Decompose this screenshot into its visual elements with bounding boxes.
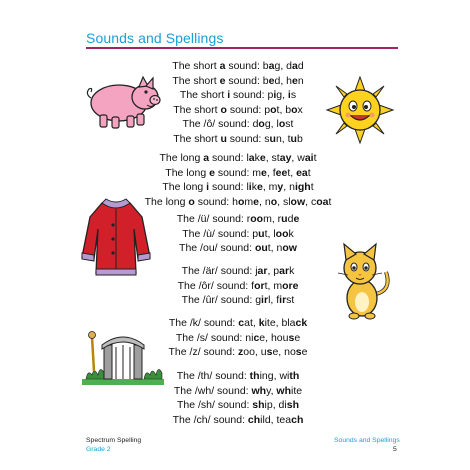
line-text: The /sh/ sound: xyxy=(176,399,253,412)
line-text: ing, wi xyxy=(259,370,290,382)
zoo-gate-illustration xyxy=(82,327,164,385)
spelling-pattern: o xyxy=(258,118,265,131)
spelling-pattern: th xyxy=(249,370,260,382)
line-text: The /th/ sound: xyxy=(176,370,250,382)
spelling-pattern: u xyxy=(290,132,297,145)
line-text: t, xyxy=(287,166,297,179)
line-text: g, xyxy=(276,89,288,102)
line-text: The /ôr/ sound: f xyxy=(177,279,255,292)
sound-line xyxy=(110,293,366,308)
line-text: The long xyxy=(144,195,189,208)
yellow-cat-illustration xyxy=(330,240,392,322)
spelling-pattern: wh xyxy=(276,384,292,397)
spelling-pattern: s xyxy=(288,331,295,344)
spelling-pattern: o xyxy=(220,103,227,116)
spelling-pattern: sh xyxy=(286,399,299,412)
line-text: The long xyxy=(165,166,210,179)
sound-line xyxy=(110,384,366,399)
spelling-pattern: e xyxy=(292,74,298,87)
line-text: b xyxy=(262,60,269,72)
spelling-pattern: a xyxy=(268,60,275,72)
line-text: x xyxy=(297,103,303,116)
line-text: sound: xyxy=(225,60,263,72)
spelling-pattern: o xyxy=(278,118,286,131)
line-text: The /ch/ sound: xyxy=(172,413,248,426)
spelling-pattern: i xyxy=(206,181,210,194)
line-text: The long xyxy=(159,152,204,164)
spelling-pattern: a xyxy=(203,152,210,164)
spelling-pattern: k xyxy=(258,317,265,329)
footer-section: Sounds and Spellings xyxy=(334,437,400,444)
spelling-pattern: u xyxy=(281,213,288,225)
spelling-pattern: o xyxy=(188,195,195,208)
footer-grade: Grade 2 xyxy=(86,446,111,453)
line-text: , st xyxy=(265,152,280,164)
spelling-pattern: ou xyxy=(254,242,268,255)
spelling-pattern: e xyxy=(256,181,263,194)
line-text: t xyxy=(307,166,311,179)
spelling-pattern: a xyxy=(219,60,226,72)
line-text: k xyxy=(251,181,257,194)
line-text: sound: l xyxy=(209,181,249,194)
spelling-pattern: u xyxy=(258,227,265,240)
spelling-pattern: a xyxy=(292,60,298,72)
line-text: , sl xyxy=(277,195,291,208)
line-text: l, f xyxy=(268,294,280,307)
line-text: , c xyxy=(305,195,317,208)
line-text: k xyxy=(289,265,295,277)
page-number: 5 xyxy=(393,446,397,453)
spelling-pattern: e xyxy=(209,166,215,179)
line-text: t xyxy=(328,195,332,208)
line-text: y, xyxy=(266,384,277,397)
spelling-pattern: i xyxy=(273,89,277,102)
line-text: The short xyxy=(172,60,220,72)
spelling-pattern: c xyxy=(238,317,245,329)
line-text: sound: p xyxy=(230,89,274,102)
line-text: e, no xyxy=(272,346,296,359)
spelling-pattern: sh xyxy=(252,399,265,412)
spelling-pattern: ore xyxy=(282,279,299,292)
spelling-pattern: ch xyxy=(247,413,261,426)
line-text: The /är/ sound: j xyxy=(181,265,258,277)
line-text: e, hou xyxy=(259,331,289,344)
spelling-pattern: y xyxy=(277,181,284,194)
line-text: The short xyxy=(172,74,220,87)
line-text: The short xyxy=(173,132,221,145)
spelling-pattern: o xyxy=(237,195,245,208)
sound-line xyxy=(110,180,366,195)
spelling-pattern: ck xyxy=(295,317,308,329)
spelling-pattern: s xyxy=(295,346,302,359)
line-text: ild, tea xyxy=(260,413,292,426)
line-text: m, r xyxy=(263,213,282,225)
line-text: ite xyxy=(291,384,303,397)
line-text: , p xyxy=(267,265,280,277)
spelling-pattern: u xyxy=(220,132,227,145)
spelling-pattern: ar xyxy=(257,265,268,277)
spelling-pattern: ee xyxy=(275,166,288,179)
spelling-pattern: e xyxy=(268,74,275,87)
spelling-pattern: igh xyxy=(294,181,311,194)
spelling-pattern: u xyxy=(269,132,276,145)
spelling-pattern: ow xyxy=(282,242,297,255)
line-text: g, l xyxy=(264,118,279,131)
page-title: Sounds and Spellings xyxy=(86,30,224,46)
spelling-pattern: e xyxy=(259,152,266,164)
spelling-pattern: o xyxy=(270,195,278,208)
spelling-pattern: s xyxy=(266,346,273,359)
red-coat-illustration xyxy=(80,195,152,277)
line-text: k xyxy=(254,152,260,164)
line-text: b xyxy=(296,132,303,145)
line-text: sound: l xyxy=(209,152,249,164)
spelling-pattern: ay xyxy=(279,152,292,164)
sound-line xyxy=(110,398,366,413)
spelling-pattern: o xyxy=(291,103,298,116)
line-text: t, n xyxy=(267,242,283,255)
spelling-pattern: ai xyxy=(304,152,314,164)
spelling-pattern: o xyxy=(270,103,277,116)
spelling-pattern: i xyxy=(227,89,231,102)
line-text: The /wh/ sound: xyxy=(173,384,252,397)
line-text: The /ou/ sound: xyxy=(179,242,255,255)
line-text: d, h xyxy=(274,74,292,87)
line-text: t xyxy=(310,181,314,194)
line-text: The short xyxy=(173,103,221,116)
title-underline xyxy=(86,47,398,49)
line-text: , n xyxy=(259,195,271,208)
line-text: t, l xyxy=(264,227,276,240)
line-text: st xyxy=(286,294,295,307)
line-text: The /s/ sound: ni xyxy=(175,331,254,344)
line-text: , w xyxy=(291,152,305,164)
pig-illustration xyxy=(83,65,163,133)
spelling-pattern: ow xyxy=(290,195,306,208)
spelling-pattern: a xyxy=(248,152,255,164)
line-text: The short xyxy=(179,89,228,102)
line-text: sound: h xyxy=(194,195,238,208)
sound-line xyxy=(110,166,366,181)
line-text: The /ù/ sound: p xyxy=(182,227,259,240)
line-text: , m xyxy=(262,181,278,194)
line-text: , f xyxy=(266,166,276,179)
spelling-pattern: oa xyxy=(316,195,329,208)
spelling-pattern: oo xyxy=(275,227,289,240)
spelling-pattern: i xyxy=(287,89,291,102)
line-text: n xyxy=(297,74,304,87)
line-text: sound: b xyxy=(225,74,269,87)
spelling-pattern: ea xyxy=(296,166,308,179)
line-text: , n xyxy=(283,181,295,194)
spelling-pattern: ir xyxy=(279,294,287,307)
line-text: The /ûr/ sound: g xyxy=(181,294,262,307)
line-text: d xyxy=(287,213,294,225)
line-text: k xyxy=(288,227,294,240)
spelling-pattern: e xyxy=(219,74,226,87)
line-text: d xyxy=(297,60,304,72)
line-text: The long xyxy=(162,181,207,194)
spelling-pattern: e xyxy=(293,213,300,225)
footer-book-title: Spectrum Spelling xyxy=(86,437,142,444)
spelling-pattern: e xyxy=(261,166,267,179)
line-text: ip, di xyxy=(264,399,287,412)
line-text: The /z/ sound: xyxy=(168,346,238,359)
line-text: sound: m xyxy=(214,166,262,179)
spelling-pattern: i xyxy=(248,181,252,194)
line-text: The /ô/ sound: d xyxy=(182,118,259,131)
line-text: st xyxy=(285,118,294,131)
spelling-pattern: z xyxy=(237,346,244,359)
line-text: e xyxy=(301,346,308,359)
sound-line xyxy=(110,279,366,294)
line-text: sound: s xyxy=(226,132,270,145)
line-text: m xyxy=(244,195,254,208)
spelling-pattern: ir xyxy=(261,294,269,307)
line-text: s xyxy=(290,89,297,102)
line-text: e xyxy=(294,331,301,344)
spelling-pattern: wh xyxy=(251,384,267,397)
line-text: oo, u xyxy=(243,346,267,359)
spelling-pattern: or xyxy=(254,279,265,292)
line-text: t xyxy=(313,152,317,164)
spelling-pattern: oo xyxy=(250,213,264,225)
line-text: t, b xyxy=(276,103,292,116)
line-text: g, d xyxy=(274,60,292,72)
line-text: at, xyxy=(244,317,259,329)
line-text: sound: p xyxy=(226,103,271,116)
line-text: The /ü/ sound: r xyxy=(176,213,251,225)
spelling-pattern: e xyxy=(253,195,259,208)
spelling-pattern: ch xyxy=(291,413,304,426)
spelling-pattern: ar xyxy=(279,265,290,277)
line-text: t, m xyxy=(264,279,283,292)
sound-line xyxy=(110,413,366,428)
sun-illustration xyxy=(325,75,395,145)
spelling-pattern: c xyxy=(253,331,260,344)
line-text: n, t xyxy=(275,132,291,145)
sound-line xyxy=(110,151,366,166)
spelling-pattern: th xyxy=(289,370,300,382)
line-text: ite, bla xyxy=(264,317,296,329)
line-text: The /k/ sound: xyxy=(168,317,239,329)
